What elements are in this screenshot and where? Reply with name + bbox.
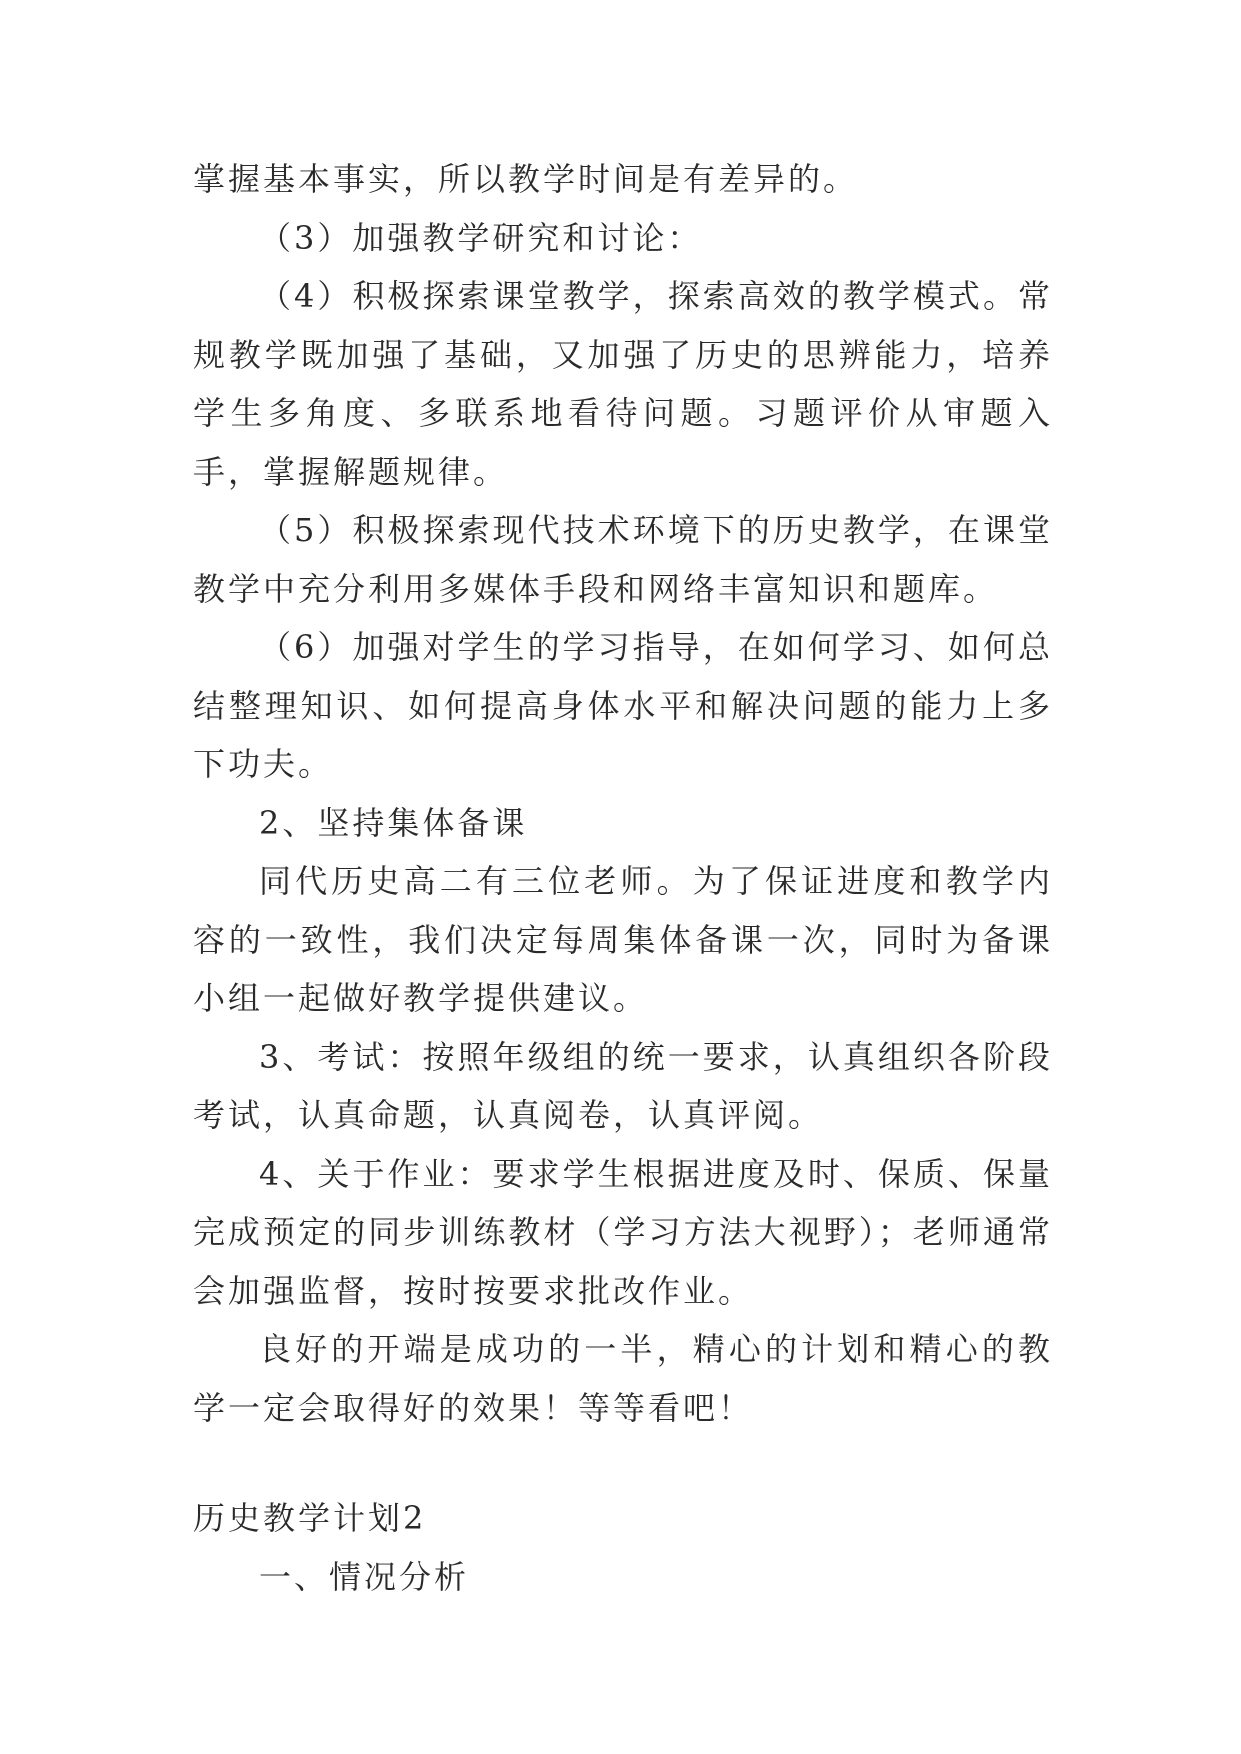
paragraph-item-6: （6）加强对学生的学习指导，在如何学习、如何总结整理知识、如何提高身体水平和解决问题的能力上多下功夫。 [193, 628, 1053, 783]
paragraph-conclusion: 良好的开端是成功的一半，精心的计划和精心的教学一定会取得好的效果！等等看吧！ [193, 1330, 1053, 1427]
paragraph-item-3: （3）加强教学研究和讨论： [259, 218, 703, 257]
section-title: 历史教学计划2 [193, 1499, 427, 1537]
paragraph-item-4: （4）积极探索课堂教学，探索高效的教学模式。常规教学既加强了基础，又加强了历史的思辨能力，培养学生多角度、多联系地看待问题。习题评价从审题入手，掌握解题规律。 [193, 277, 1053, 491]
paragraph-collective-prep: 同代历史高二有三位老师。为了保证进度和教学内容的一致性，我们决定每周集体备课一次，同时为备课小组一起做好教学提供建议。 [193, 862, 1053, 1017]
paragraph-continuation: 掌握基本事实，所以教学时间是有差异的。 [193, 160, 859, 198]
paragraph-item-5: （5）积极探索现代技术环境下的历史教学，在课堂教学中充分利用多媒体手段和网络丰富知识和题库。 [193, 511, 1053, 608]
document-page [193, 150, 1053, 1606]
section-subtitle: 一、情况分析 [259, 1557, 470, 1596]
paragraph-homework: 4、关于作业：要求学生根据进度及时、保质、保量完成预定的同步训练教材（学习方法大视野）；老师通常会加强监督，按时按要求批改作业。 [193, 1154, 1053, 1310]
paragraph-collective-prep-heading: 2、坚持集体备课 [259, 803, 528, 842]
paragraph-exams: 3、考试：按照年级组的统一要求，认真组织各阶段考试，认真命题，认真阅卷，认真评阅。 [193, 1037, 1053, 1134]
